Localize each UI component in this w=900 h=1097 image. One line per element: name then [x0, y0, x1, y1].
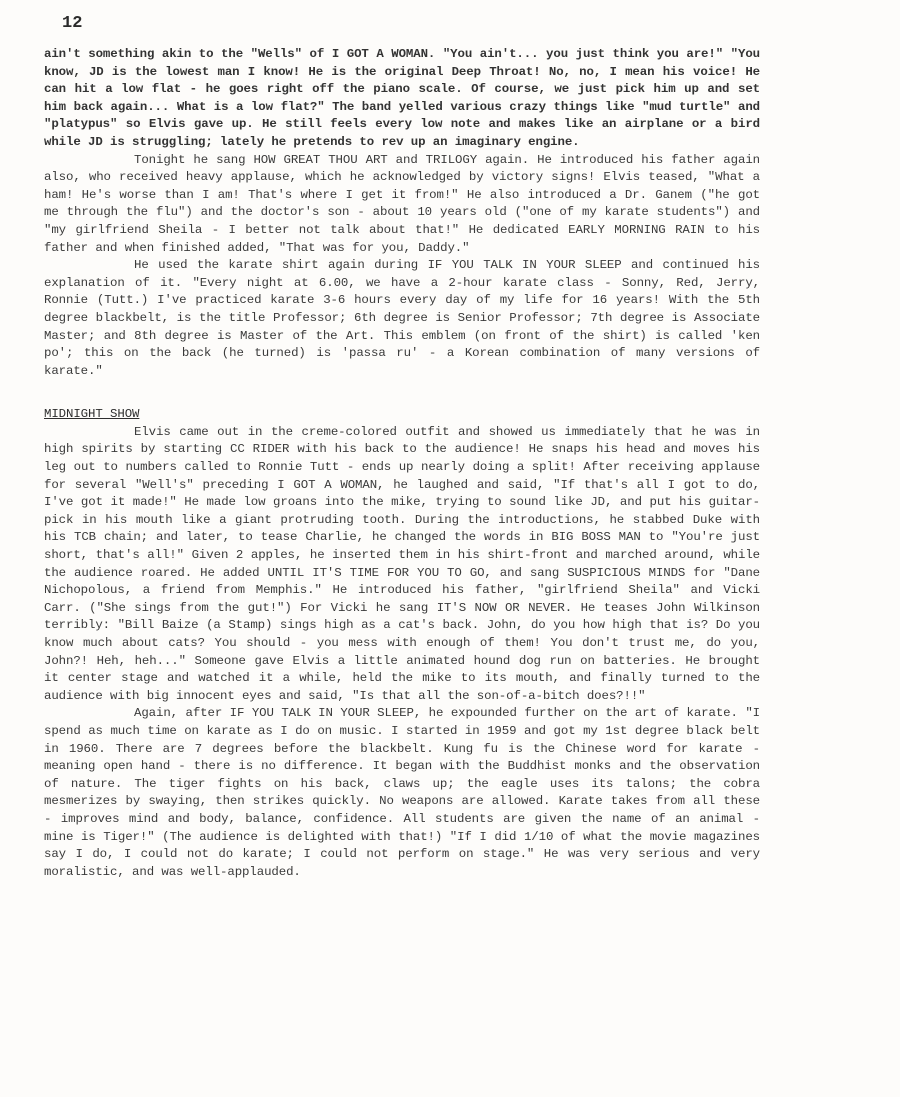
paragraph: Elvis came out in the creme-colored outfit and showed us immediately that he was in high spirits by starting CC RIDER with his back to the audience! He snaps his head and moves his leg out to numbers called to Ronnie Tutt - ends up nearly doing a split! After receiving applause for several "Well's" preceding I GOT A WOMAN, he laughed and said, "If that's all I got to do, I've got it made!" He made low groans into the mike, trying to sound like JD, and put his guitar-pick in his mouth like a giant protruding tooth. During the introductions, he stabbed Duke with his TCB chain; and later, to tease Charlie, he changed the words in BIG BOSS MAN to "You're just short, that's all!" Given 2 apples, he inserted them in his shirt-front and marched around, while the audience roared. He added UNTIL IT'S TIME FOR YOU TO GO, and sang SUSPICIOUS MINDS for "Dane Nichopolous, a friend from Memphis." He introduced his father, "girlfriend Sheila" and Vicki Carr. ("She sings from the gut!") For Vicki he sang IT'S NOW OR NEVER. He teases John Wilkinson terribly: "Bill Baize (a Stamp) sings high as a cat's back. John, do you how high that is? Do you know much about cats? You should - you mess with enough of them! You don't trust me, do you, John?! Heh, heh..." Someone gave Elvis a little animated hound dog run on batteries. He brought it center stage and watched it a while, held the mike to its mouth, and finally turned to the audience with big innocent eyes and said, "Is that all the son-of-a-bitch does?!!"	[44, 424, 760, 703]
paragraph: ain't something akin to the "Wells" of I GOT A WOMAN. "You ain't... you just think you are!" "You know, JD is the lowest man I know! He is the original Deep Throat! No, no, I mean his voice! He can hit a low flat - he goes right off the piano scale. Of course, we just pick him up and set him back again... What is a low flat?" The band yelled various crazy things like "mud turtle" and "platypus" so Elvis gave up. He still feels every low note and makes like an airplane or a bird while JD is struggling; lately he pretends to rev up an imaginary engine.	[44, 47, 760, 149]
paragraph: Tonight he sang HOW GREAT THOU ART and TRILOGY again. He introduced his father again also, who received heavy applause, which he acknowledged by victory signs! Elvis teased, "What a ham! He's worse than I am! That's where I get it from!" He also introduced a Dr. Ganem ("he got me through the flu") and the doctor's son - about 10 years old ("one of my karate students") and "my girlfriend Sheila - I better not talk about that!" He dedicated EARLY MORNING RAIN to his father and when finished added, "That was for you, Daddy."	[44, 152, 760, 255]
section-heading: MIDNIGHT SHOW	[44, 407, 140, 422]
document-body	[44, 46, 760, 881]
paragraph: He used the karate shirt again during IF YOU TALK IN YOUR SLEEP and continued his explanation of it. "Every night at 6.00, we have a 2-hour karate class - Sonny, Red, Jerry, Ronnie (Tutt.) I've practiced karate 3-6 hours every day of my life for 16 years! With the 5th degree blackbelt, is the title Professor; 6th degree is Senior Professor; 7th degree is Associate Master; and 8th degree is Master of the Art. This emblem (on front of the shirt) is called 'ken po'; this on the back (he turned) is 'passa ru' - a Korean combination of many versions of karate."	[44, 258, 760, 378]
page-number: 12	[62, 14, 83, 33]
paragraph: Again, after IF YOU TALK IN YOUR SLEEP, he expounded further on the art of karate. "I spend as much time on karate as I do on music. I started in 1959 and got my 1st degree black belt in 1960. There are 7 degrees before the blackbelt. Kung fu is the Chinese word for karate - meaning open hand - there is no difference. It began with the Buddhist monks and the observation of nature. The tiger fights on his back, claws up; the eagle uses its talons; the cobra mesmerizes by swaying, then strikes quickly. No weapons are allowed. Karate takes from all these - improves mind and body, balance, confidence. All students are given the name of an animal - mine is Tiger!" (The audience is delighted with that!) "If I did 1/10 of what the movie magazines say I do, I could not do karate; I could not perform on stage." He was very serious and very moralistic, and was well-applauded.	[44, 706, 760, 879]
